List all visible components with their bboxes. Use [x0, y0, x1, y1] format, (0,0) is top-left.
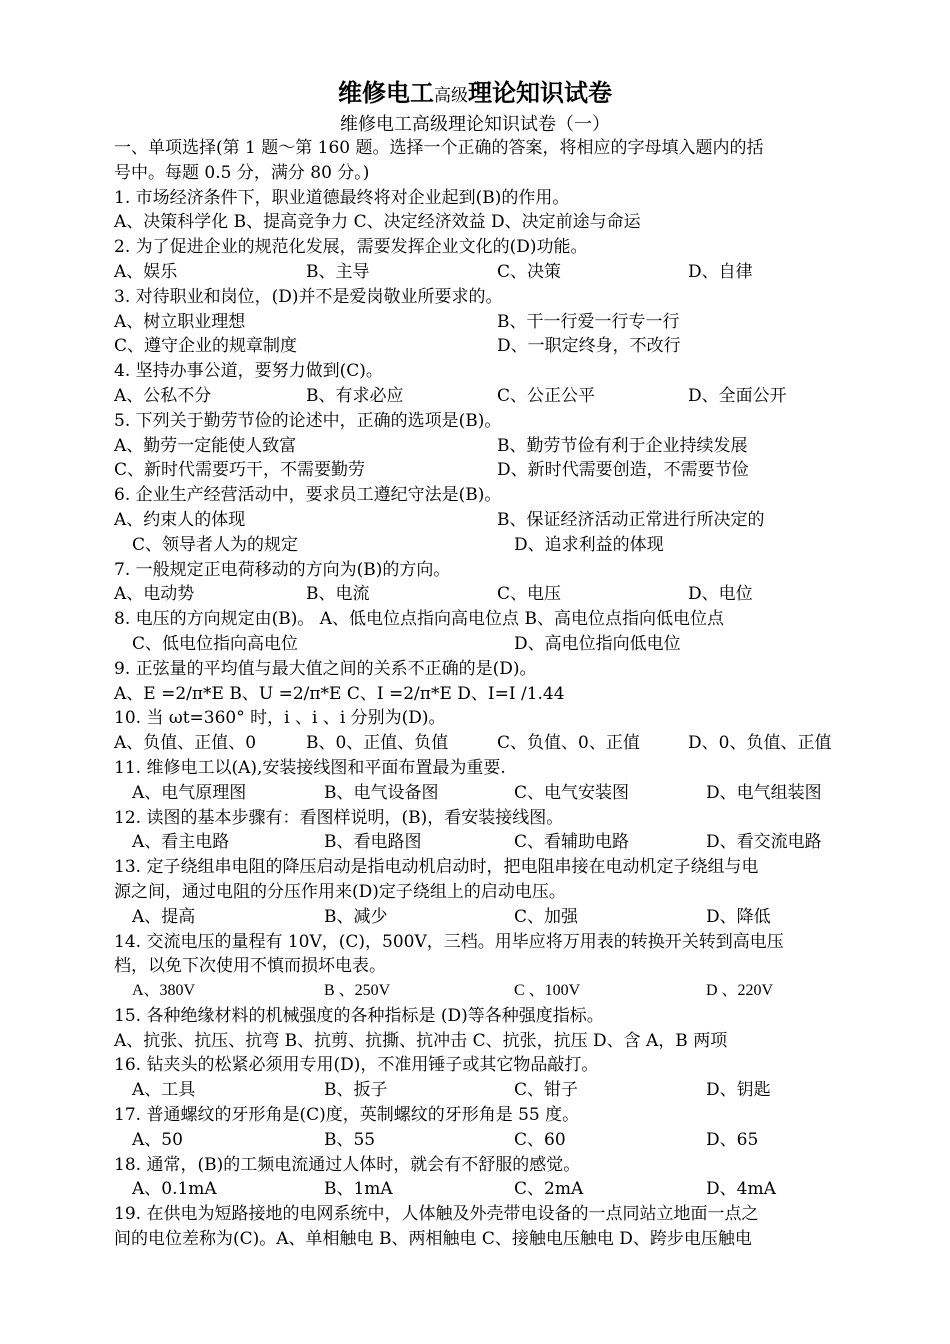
question-15-options: A、抗张、抗压、抗弯 B、抗剪、抗撕、抗冲击 C、抗张，抗压 D、含 A，B 两项: [114, 1030, 728, 1051]
option-a: A、负值、正值、0: [114, 733, 257, 754]
option-d: D、电气组装图: [706, 782, 822, 803]
question-1-options: A、决策科学化 B、提高竞争力 C、决定经济效益 D、决定前途与命运: [114, 212, 641, 233]
question-4: 4. 坚持办事公道，要努力做到(C)。: [114, 361, 383, 382]
option-d: D、电位: [688, 584, 753, 605]
question-9-options: A、E =2/π*E B、U =2/π*E C、I =2/π*E D、I=I /1.44: [114, 683, 565, 704]
option-d: D、看交流电路: [706, 832, 822, 853]
question-11: 11. 维修电工以(A),安装接线图和平面布置最为重要.: [114, 757, 506, 778]
option-d: D、高电位指向低电位: [514, 633, 681, 654]
option-b: B、主导: [306, 261, 370, 282]
option-d: D、4mA: [706, 1179, 776, 1200]
title-part2: 理论知识试卷: [468, 78, 612, 107]
option-d: D、钥匙: [706, 1080, 771, 1101]
page-subtitle: 维修电工高级理论知识试卷（一）: [340, 114, 610, 135]
option-c: C、加强: [514, 906, 579, 927]
question-19-line2: 间的电位差称为(C)。A、单相触电 B、两相触电 C、接触电压触电 D、跨步电压触电: [114, 1229, 752, 1250]
question-18-options: [114, 1177, 840, 1202]
option-d: D、一职定终身，不改行: [497, 336, 681, 357]
question-13-line2: 源之间，通过电阻的分压作用来(D)定子绕组上的启动电压。: [114, 881, 566, 902]
option-a: A、约束人的体现: [114, 509, 246, 530]
option-d: D、新时代需要创造，不需要节俭: [497, 460, 749, 481]
option-d: D、自律: [688, 261, 753, 282]
question-14-options: [114, 979, 840, 1004]
option-c: C、公正公平: [497, 385, 596, 406]
option-a: A、电气原理图: [132, 782, 247, 803]
question-5-options-row2: [114, 458, 840, 483]
question-18: 18. 通常，(B)的工频电流通过人体时，就会有不舒服的感觉。: [114, 1154, 581, 1175]
option-c: C、新时代需要巧干，不需要勤劳: [114, 460, 366, 481]
option-a: A、电动势: [114, 584, 195, 605]
option-c: C、钳子: [514, 1080, 579, 1101]
question-1: 1. 市场经济条件下，职业道德最终将对企业起到(B)的作用。: [114, 187, 570, 208]
option-d: D、追求利益的体现: [514, 534, 664, 555]
question-10: 10. 当 ωt=360° 时，i 、i 、i 分别为(D)。: [114, 708, 446, 729]
question-13-options: [114, 905, 840, 930]
question-12-options: [114, 830, 840, 855]
question-17-options: [114, 1128, 840, 1153]
option-a: A、提高: [132, 906, 196, 927]
option-a: A、工具: [132, 1080, 196, 1101]
question-3: 3. 对待职业和岗位，(D)并不是爱岗敬业所要求的。: [114, 286, 503, 307]
question-15: 15. 各种绝缘材料的机械强度的各种指标是 (D)等各种强度指标。: [114, 1005, 604, 1026]
option-c: C 、100V: [514, 982, 581, 1000]
option-b: B、看电路图: [324, 832, 422, 853]
question-14-line2: 档，以免下次使用不慎而损坏电表。: [114, 956, 386, 977]
question-7-options: [114, 582, 840, 607]
option-c: C、看辅助电路: [514, 832, 630, 853]
option-b: B、扳子: [324, 1080, 388, 1101]
question-7: 7. 一般规定正电荷移动的方向为(B)的方向。: [114, 559, 451, 580]
option-b: B、电气设备图: [324, 782, 439, 803]
question-3-options-row1: [114, 310, 840, 335]
option-a: A、0.1mA: [132, 1179, 217, 1200]
option-b: B 、250V: [324, 982, 391, 1000]
option-a: A、娱乐: [114, 261, 178, 282]
question-2: 2. 为了促进企业的规范化发展，需要发挥企业文化的(D)功能。: [114, 237, 588, 258]
option-a: A、380V: [132, 982, 196, 1000]
question-5: 5. 下列关于勤劳节俭的论述中，正确的选项是(B)。: [114, 410, 502, 431]
question-6-options-row1: [114, 508, 840, 533]
question-16-options: [114, 1078, 840, 1103]
question-6-options-row2: [114, 533, 840, 558]
title-part1: 维修电工: [338, 78, 434, 107]
option-d: D、降低: [706, 906, 771, 927]
option-a: A、树立职业理想: [114, 311, 246, 332]
option-d: D、0、负值、正值: [688, 733, 832, 754]
option-b: B、1mA: [324, 1179, 393, 1200]
option-a: A、公私不分: [114, 385, 212, 406]
intro-line-2: 号中。每题 0.5 分，满分 80 分。): [114, 162, 370, 183]
option-c: C、低电位指向高电位: [132, 633, 299, 654]
option-b: B、电流: [306, 584, 370, 605]
page-title: [0, 76, 950, 113]
option-b: B、0、正值、负值: [306, 733, 449, 754]
option-d: D、全面公开: [688, 385, 787, 406]
question-8: 8. 电压的方向规定由(B)。 A、低电位点指向高电位点 B、高电位点指向低电位点: [114, 609, 724, 630]
option-d: D 、220V: [706, 982, 774, 1000]
question-17: 17. 普通螺纹的牙形角是(C)度，英制螺纹的牙形角是 55 度。: [114, 1105, 580, 1126]
option-c: C、遵守企业的规章制度: [114, 336, 298, 357]
option-a: A、勤劳一定能使人致富: [114, 435, 297, 456]
question-4-options: [114, 384, 840, 409]
question-12: 12. 读图的基本步骤有：看图样说明，(B)，看安装接线图。: [114, 807, 564, 828]
option-d: D、65: [706, 1129, 759, 1150]
question-3-options-row2: [114, 334, 840, 359]
option-c: C、决策: [497, 261, 562, 282]
option-b: B、减少: [324, 906, 388, 927]
option-b: B、55: [324, 1129, 376, 1150]
question-2-options: [114, 260, 840, 285]
question-body: [114, 136, 840, 1252]
question-13-line1: 13. 定子绕组串电阻的降压启动是指电动机启动时，把电阻串接在电动机定子绕组与电: [114, 857, 759, 878]
option-c: C、电压: [497, 584, 562, 605]
option-c: C、负值、0、正值: [497, 733, 640, 754]
question-5-options-row1: [114, 434, 840, 459]
question-19-line1: 19. 在供电为短路接地的电网系统中，人体触及外壳带电设备的一点同站立地面一点之: [114, 1204, 759, 1225]
question-14-line1: 14. 交流电压的量程有 10V，(C)，500V，三档。用毕应将万用表的转换开关转到高电压: [114, 931, 784, 952]
option-c: C、60: [514, 1129, 566, 1150]
option-b: B、勤劳节俭有利于企业持续发展: [497, 435, 748, 456]
option-b: B、保证经济活动正常进行所决定的: [497, 509, 765, 530]
option-c: C、2mA: [514, 1179, 584, 1200]
question-8-options: [114, 632, 840, 657]
question-16: 16. 钻夹头的松紧必须用专用(D)，不准用锤子或其它物品敲打。: [114, 1055, 599, 1076]
intro-line-1: 一、单项选择(第 1 题～第 160 题。选择一个正确的答案，将相应的字母填入题内的括: [114, 138, 764, 158]
option-b: B、干一行爱一行专一行: [497, 311, 680, 332]
title-small: 高级: [434, 86, 468, 106]
question-10-options: [114, 731, 840, 756]
option-c: C、领导者人为的规定: [132, 534, 299, 555]
question-11-options: [114, 781, 840, 806]
option-a: A、看主电路: [132, 832, 230, 853]
question-6: 6. 企业生产经营活动中，要求员工遵纪守法是(B)。: [114, 485, 502, 506]
option-b: B、有求必应: [306, 385, 404, 406]
question-9: 9. 正弦量的平均值与最大值之间的关系不正确的是(D)。: [114, 658, 537, 679]
option-c: C、电气安装图: [514, 782, 630, 803]
option-a: A、50: [132, 1129, 183, 1150]
